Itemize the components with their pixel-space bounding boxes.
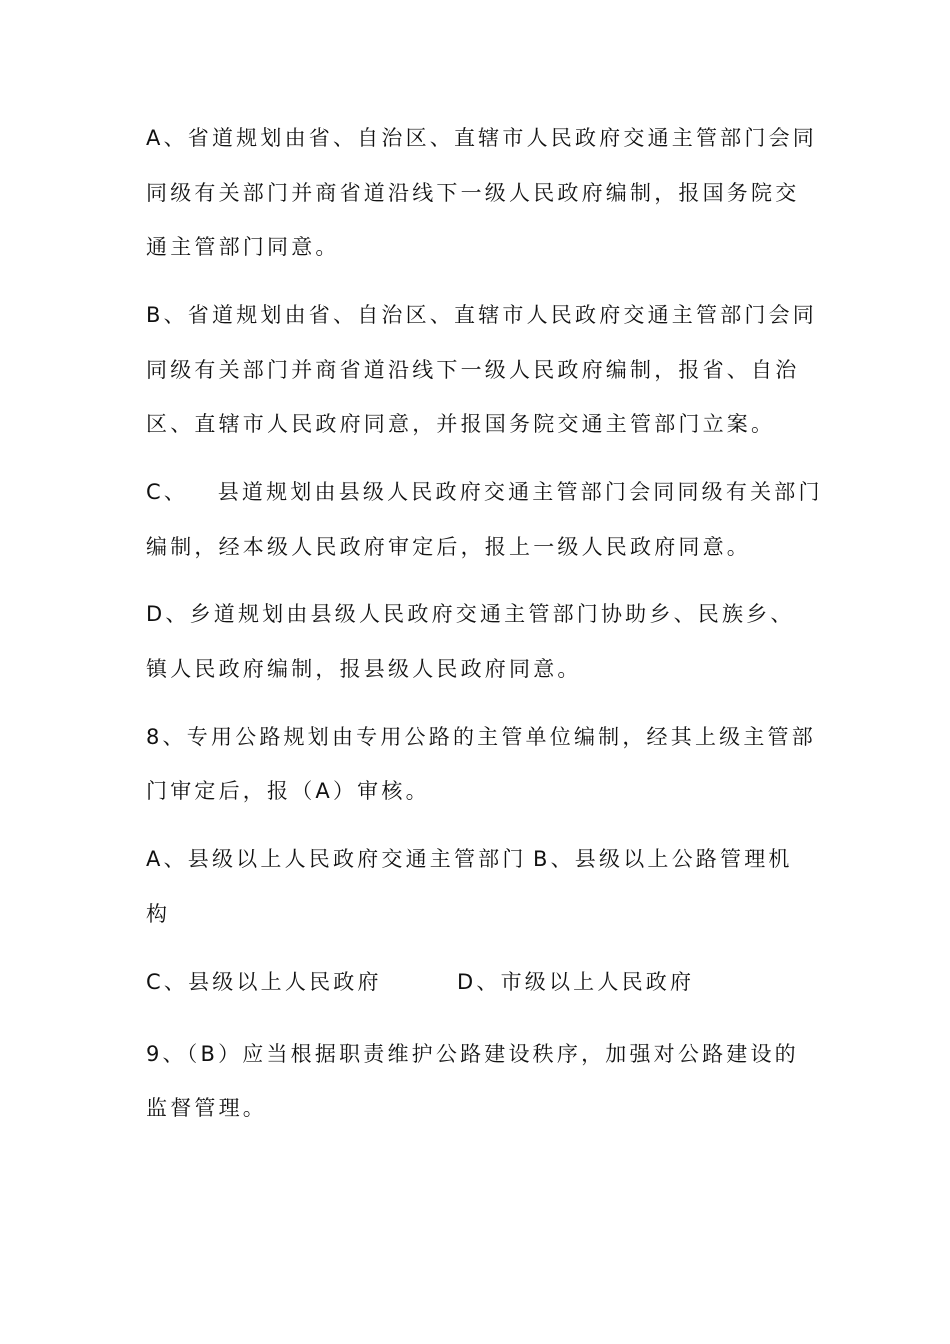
q7-option-b-line-2: 同级有关部门并商省道沿线下一级人民政府编制，报省、自治 [146, 358, 800, 382]
q7-option-d-line-1: D、乡道规划由县级人民政府交通主管部门协助乡、民族乡、 [146, 602, 795, 626]
q7-option-a-line-2: 同级有关部门并商省道沿线下一级人民政府编制，报国务院交 [146, 181, 800, 205]
q7-option-d-line-2: 镇人民政府编制，报县级人民政府同意。 [146, 657, 582, 681]
q9-stem-line-1: 9、（B）应当根据职责维护公路建设秩序，加强对公路建设的 [146, 1042, 799, 1066]
q8-option-d: D、市级以上人民政府 [457, 970, 695, 994]
q7-option-a-line-1: A、省道规划由省、自治区、直辖市人民政府交通主管部门会同 [146, 126, 817, 150]
q8-stem-line-1: 8、专用公路规划由专用公路的主管单位编制，经其上级主管部 [146, 725, 816, 749]
q7-option-a-line-3: 通主管部门同意。 [146, 235, 340, 259]
q8-option-a: A、县级以上人民政府交通主管部门 [146, 847, 527, 871]
q9-stem-line-2: 监督管理。 [146, 1096, 267, 1120]
q7-option-c-line-1: C、 县道规划由县级人民政府交通主管部门会同同级有关部门 [146, 480, 823, 504]
q8-option-b-line-1: B、县级以上公路管理机 [533, 847, 793, 871]
q8-option-b-line-2: 构 [146, 902, 171, 926]
q8-option-c: C、县级以上人民政府 [146, 970, 382, 994]
q7-option-b-line-1: B、省道规划由省、自治区、直辖市人民政府交通主管部门会同 [146, 303, 818, 327]
q8-stem-line-2: 门审定后，报（A）审核。 [146, 779, 430, 803]
q7-option-b-line-3: 区、直辖市人民政府同意，并报国务院交通主管部门立案。 [146, 412, 776, 436]
q7-option-c-line-2: 编制，经本级人民政府审定后，报上一级人民政府同意。 [146, 535, 751, 559]
